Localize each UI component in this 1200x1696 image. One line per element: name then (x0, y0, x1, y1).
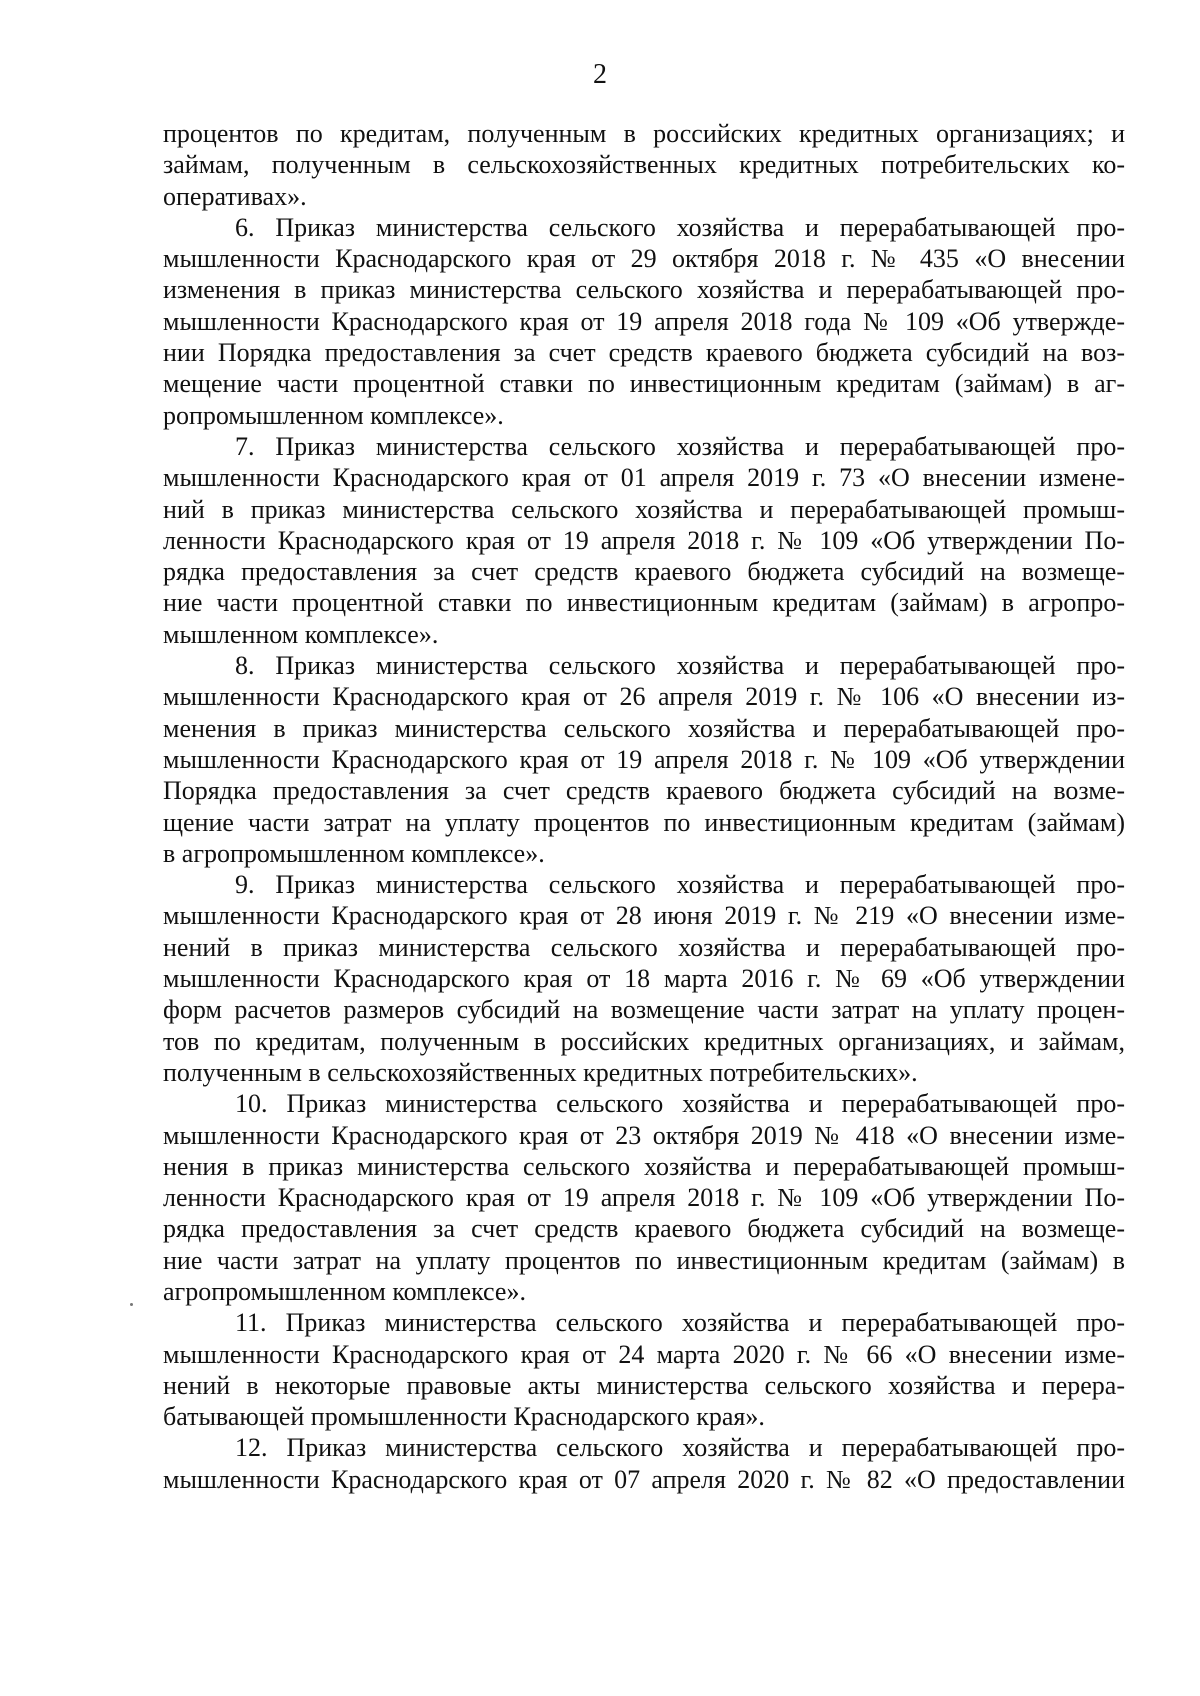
text-line: мышленности Краснодарского края от 28 июня 2019 г. № 219 «О внесении изме- (163, 901, 1125, 931)
scan-artifact (130, 1303, 133, 1306)
text-line: ний в приказ министерства сельского хозяйства и перерабатывающей промыш- (163, 494, 1125, 524)
text-line: мышленности Краснодарского края от 19 апреля 2018 г. № 109 «Об утверждении (163, 744, 1125, 774)
page-number: 2 (593, 59, 607, 90)
text-line: 7. Приказ министерства сельского хозяйства и перерабатывающей про- (235, 431, 1125, 461)
text-line: ленности Краснодарского края от 19 апреля 2018 г. № 109 «Об утверждении По- (163, 525, 1125, 555)
paragraph-item-11 (163, 1307, 1125, 1432)
text-line: 6. Приказ министерства сельского хозяйства и перерабатывающей про- (235, 212, 1125, 242)
text-line: ние части затрат на уплату процентов по инвестиционным кредитам (займам) в (163, 1245, 1125, 1275)
text-line: изменения в приказ министерства сельского хозяйства и перерабатывающей про- (163, 275, 1125, 305)
text-line: мышленном комплексе». (163, 619, 439, 649)
paragraph-item-12 (163, 1432, 1125, 1495)
text-line: мещение части процентной ставки по инвестиционным кредитам (займам) в аг- (163, 369, 1125, 399)
text-line: оперативах». (163, 181, 307, 211)
text-line: 11. Приказ министерства сельского хозяйства и перерабатывающей про- (235, 1308, 1125, 1338)
text-line: 10. Приказ министерства сельского хозяйства и перерабатывающей про- (235, 1089, 1125, 1119)
text-line: мышленности Краснодарского края от 01 апреля 2019 г. 73 «О внесении измене- (163, 463, 1125, 493)
paragraph-item-6 (163, 212, 1125, 431)
paragraph-item-8 (163, 650, 1125, 869)
text-line: мышленности Краснодарского края от 24 марта 2020 г. № 66 «О внесении изме- (163, 1339, 1125, 1369)
paragraph-item-10 (163, 1088, 1125, 1307)
text-line: менения в приказ министерства сельского хозяйства и перерабатывающей про- (163, 713, 1125, 743)
text-line: мышленности Краснодарского края от 23 октября 2019 № 418 «О внесении изме- (163, 1120, 1125, 1150)
text-line: тов по кредитам, полученным в российских кредитных организациях, и займам, (163, 1026, 1125, 1056)
text-line: 12. Приказ министерства сельского хозяйства и перерабатывающей про- (235, 1433, 1125, 1463)
text-line: рядка предоставления за счет средств краевого бюджета субсидий на возмеще- (163, 557, 1125, 587)
text-line: рядка предоставления за счет средств краевого бюджета субсидий на возмеще- (163, 1214, 1125, 1244)
text-line: ленности Краснодарского края от 19 апреля 2018 г. № 109 «Об утверждении По- (163, 1183, 1125, 1213)
text-line: процентов по кредитам, полученным в российских кредитных организациях; и (163, 119, 1125, 148)
text-line: щение части затрат на уплату процентов по инвестиционным кредитам (займам) (163, 807, 1125, 837)
text-line: батывающей промышленности Краснодарского края». (163, 1402, 765, 1432)
paragraph-continuation (163, 118, 1125, 212)
text-line: 9. Приказ министерства сельского хозяйства и перерабатывающей про- (235, 870, 1125, 900)
document-body (163, 118, 1125, 1495)
paragraph-item-9 (163, 869, 1125, 1088)
text-line: нений в приказ министерства сельского хозяйства и перерабатывающей про- (163, 932, 1125, 962)
text-line: займам, полученным в сельскохозяйственных кредитных потребительских ко- (163, 150, 1125, 180)
text-line: агропромышленном комплексе». (163, 1276, 526, 1306)
text-line: нений в некоторые правовые акты министерства сельского хозяйства и перера- (163, 1370, 1125, 1400)
text-line: в агропромышленном комплексе». (163, 838, 545, 868)
text-line: мышленности Краснодарского края от 18 марта 2016 г. № 69 «Об утверждении (163, 964, 1125, 994)
text-line: нения в приказ министерства сельского хозяйства и перерабатывающей промыш- (163, 1151, 1125, 1181)
text-line: ние части процентной ставки по инвестиционным кредитам (займам) в агропро- (163, 588, 1125, 618)
text-line: мышленности Краснодарского края от 19 апреля 2018 года № 109 «Об утвержде- (163, 306, 1125, 336)
text-line: мышленности Краснодарского края от 26 апреля 2019 г. № 106 «О внесении из- (163, 682, 1125, 712)
text-line: ропромышленном комплексе». (163, 400, 504, 430)
paragraph-item-7 (163, 431, 1125, 650)
text-line: полученным в сельскохозяйственных кредитных потребительских». (163, 1057, 918, 1087)
text-line: нии Порядка предоставления за счет средств краевого бюджета субсидий на воз- (163, 338, 1125, 368)
text-line: мышленности Краснодарского края от 29 октября 2018 г. № 435 «О внесении (163, 244, 1125, 274)
text-line: Порядка предоставления за счет средств краевого бюджета субсидий на возме- (163, 776, 1125, 806)
text-line: 8. Приказ министерства сельского хозяйства и перерабатывающей про- (235, 651, 1125, 681)
text-line: мышленности Краснодарского края от 07 апреля 2020 г. № 82 «О предоставлении (163, 1464, 1125, 1494)
text-line: форм расчетов размеров субсидий на возмещение части затрат на уплату процен- (163, 995, 1125, 1025)
